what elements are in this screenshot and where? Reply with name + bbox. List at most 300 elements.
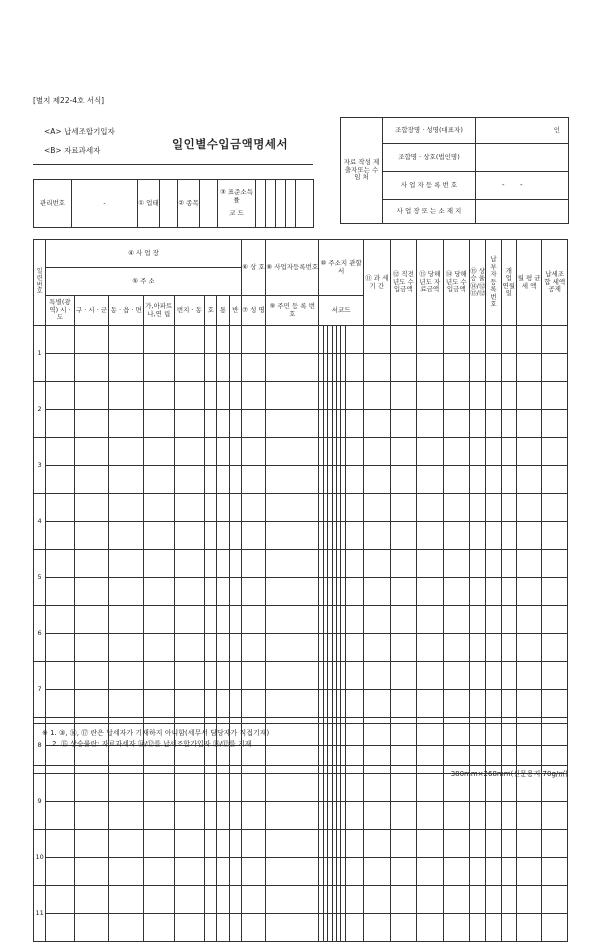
table-cell[interactable] [516,522,541,550]
table-cell[interactable] [266,830,319,858]
table-cell[interactable] [109,550,144,578]
table-cell[interactable] [241,634,265,662]
table-cell[interactable] [486,634,501,662]
table-cell[interactable] [266,914,319,942]
table-cell[interactable] [229,858,241,886]
table-cell[interactable] [319,662,345,690]
table-cell[interactable] [417,550,443,578]
table-cell[interactable] [109,494,144,522]
table-cell[interactable] [229,886,241,914]
table-cell[interactable] [319,466,345,494]
table-cell[interactable] [542,550,568,578]
table-cell[interactable] [443,522,469,550]
table-cell[interactable] [501,410,516,438]
table-cell[interactable] [205,410,217,438]
table-cell[interactable] [516,634,541,662]
table-cell[interactable] [109,830,144,858]
table-cell[interactable] [417,690,443,718]
table-cell[interactable] [390,774,416,802]
table-cell[interactable] [501,858,516,886]
table-cell[interactable] [144,690,175,718]
table-cell[interactable] [501,382,516,410]
table-cell[interactable] [542,662,568,690]
table-cell[interactable] [501,802,516,830]
table-cell[interactable] [417,662,443,690]
table-cell[interactable] [364,466,390,494]
table-cell[interactable] [417,466,443,494]
table-cell[interactable] [109,914,144,942]
table-cell[interactable] [217,578,229,606]
table-cell[interactable] [443,858,469,886]
table-cell[interactable] [470,382,486,410]
table-cell[interactable] [345,858,363,886]
table-cell[interactable] [443,634,469,662]
table-cell[interactable] [109,354,144,382]
table-cell[interactable] [390,802,416,830]
table-cell[interactable] [470,886,486,914]
table-cell[interactable] [345,382,363,410]
table-cell[interactable] [516,886,541,914]
table-cell[interactable] [205,494,217,522]
table-cell[interactable] [542,858,568,886]
table-cell[interactable] [217,914,229,942]
table-cell[interactable] [542,410,568,438]
std-code-digit[interactable] [296,180,314,228]
table-cell[interactable] [229,802,241,830]
table-cell[interactable] [109,326,144,354]
table-cell[interactable] [542,438,568,466]
table-cell[interactable] [229,354,241,382]
table-cell[interactable] [470,326,486,354]
table-cell[interactable] [390,886,416,914]
table-cell[interactable] [217,774,229,802]
address-field[interactable] [476,200,569,224]
table-cell[interactable] [516,382,541,410]
table-cell[interactable] [229,830,241,858]
table-cell[interactable] [501,522,516,550]
table-cell[interactable] [501,634,516,662]
table-cell[interactable] [109,886,144,914]
table-cell[interactable] [74,494,109,522]
table-cell[interactable] [174,858,205,886]
table-cell[interactable] [217,438,229,466]
table-cell[interactable] [516,410,541,438]
table-cell[interactable] [364,774,390,802]
table-cell[interactable] [266,634,319,662]
table-cell[interactable] [46,690,75,718]
table-cell[interactable] [174,466,205,494]
table-cell[interactable] [470,802,486,830]
table-cell[interactable] [470,858,486,886]
table-cell[interactable] [470,690,486,718]
table-cell[interactable] [229,410,241,438]
table-cell[interactable] [74,354,109,382]
table-cell[interactable] [390,438,416,466]
table-cell[interactable] [109,382,144,410]
table-cell[interactable] [144,466,175,494]
table-cell[interactable] [319,494,345,522]
table-cell[interactable] [364,690,390,718]
table-cell[interactable] [470,578,486,606]
table-cell[interactable] [345,466,363,494]
table-cell[interactable] [144,550,175,578]
table-cell[interactable] [319,914,345,942]
table-cell[interactable] [516,858,541,886]
table-cell[interactable] [109,774,144,802]
table-cell[interactable] [417,438,443,466]
table-cell[interactable] [229,438,241,466]
table-cell[interactable] [109,690,144,718]
table-cell[interactable] [364,410,390,438]
table-cell[interactable] [74,410,109,438]
table-cell[interactable] [241,382,265,410]
table-cell[interactable] [74,382,109,410]
table-cell[interactable] [205,830,217,858]
table-cell[interactable] [319,550,345,578]
table-cell[interactable] [241,858,265,886]
table-cell[interactable] [345,774,363,802]
table-cell[interactable] [345,914,363,942]
table-cell[interactable] [364,494,390,522]
table-cell[interactable] [74,802,109,830]
table-cell[interactable] [144,634,175,662]
table-cell[interactable] [217,606,229,634]
table-cell[interactable] [542,690,568,718]
table-cell[interactable] [144,662,175,690]
table-cell[interactable] [46,354,75,382]
table-cell[interactable] [144,354,175,382]
table-cell[interactable] [174,354,205,382]
table-cell[interactable] [217,802,229,830]
table-cell[interactable] [109,522,144,550]
table-cell[interactable] [542,578,568,606]
table-cell[interactable] [470,522,486,550]
table-cell[interactable] [229,774,241,802]
table-cell[interactable] [266,410,319,438]
table-cell[interactable] [266,438,319,466]
table-cell[interactable] [217,662,229,690]
table-cell[interactable] [217,410,229,438]
table-cell[interactable] [417,578,443,606]
table-cell[interactable] [516,550,541,578]
table-cell[interactable] [229,550,241,578]
table-cell[interactable] [486,438,501,466]
table-cell[interactable] [205,690,217,718]
table-cell[interactable] [486,550,501,578]
table-cell[interactable] [174,802,205,830]
table-cell[interactable] [319,634,345,662]
table-cell[interactable] [46,914,75,942]
table-cell[interactable] [542,354,568,382]
table-cell[interactable] [74,662,109,690]
table-cell[interactable] [501,606,516,634]
table-cell[interactable] [174,830,205,858]
table-cell[interactable] [470,606,486,634]
std-code-digit[interactable] [276,180,286,228]
table-cell[interactable] [345,690,363,718]
table-cell[interactable] [144,774,175,802]
table-cell[interactable] [516,830,541,858]
table-cell[interactable] [486,914,501,942]
table-cell[interactable] [486,690,501,718]
table-cell[interactable] [364,522,390,550]
table-cell[interactable] [46,802,75,830]
table-cell[interactable] [266,802,319,830]
table-cell[interactable] [174,326,205,354]
table-cell[interactable] [74,690,109,718]
table-cell[interactable] [241,886,265,914]
table-cell[interactable] [74,522,109,550]
table-cell[interactable] [390,466,416,494]
table-cell[interactable] [205,522,217,550]
table-cell[interactable] [486,522,501,550]
table-cell[interactable] [174,774,205,802]
table-cell[interactable] [345,438,363,466]
table-cell[interactable] [470,634,486,662]
table-cell[interactable] [390,830,416,858]
table-cell[interactable] [229,466,241,494]
table-cell[interactable] [516,578,541,606]
table-cell[interactable] [205,914,217,942]
table-cell[interactable] [144,858,175,886]
table-cell[interactable] [266,662,319,690]
table-cell[interactable] [390,662,416,690]
table-cell[interactable] [241,494,265,522]
table-cell[interactable] [417,522,443,550]
table-cell[interactable] [364,326,390,354]
table-cell[interactable] [486,494,501,522]
table-cell[interactable] [542,466,568,494]
table-cell[interactable] [109,438,144,466]
table-cell[interactable] [319,438,345,466]
table-cell[interactable] [109,410,144,438]
table-cell[interactable] [144,914,175,942]
table-cell[interactable] [390,606,416,634]
table-cell[interactable] [205,802,217,830]
table-cell[interactable] [241,550,265,578]
table-cell[interactable] [174,382,205,410]
table-cell[interactable] [174,438,205,466]
table-cell[interactable] [443,606,469,634]
table-cell[interactable] [345,634,363,662]
table-cell[interactable] [266,522,319,550]
table-cell[interactable] [516,354,541,382]
table-cell[interactable] [144,410,175,438]
table-cell[interactable] [390,858,416,886]
table-cell[interactable] [486,354,501,382]
table-cell[interactable] [486,886,501,914]
table-cell[interactable] [390,550,416,578]
table-cell[interactable] [470,830,486,858]
table-cell[interactable] [345,606,363,634]
table-cell[interactable] [229,662,241,690]
table-cell[interactable] [241,662,265,690]
table-cell[interactable] [319,886,345,914]
table-cell[interactable] [229,326,241,354]
table-cell[interactable] [241,830,265,858]
table-cell[interactable] [319,802,345,830]
table-cell[interactable] [542,522,568,550]
table-cell[interactable] [74,634,109,662]
table-cell[interactable] [486,858,501,886]
table-cell[interactable] [217,354,229,382]
table-cell[interactable] [217,830,229,858]
table-cell[interactable] [229,494,241,522]
table-cell[interactable] [109,606,144,634]
table-cell[interactable] [417,634,443,662]
table-cell[interactable] [241,606,265,634]
table-cell[interactable] [443,438,469,466]
table-cell[interactable] [364,438,390,466]
table-cell[interactable] [417,410,443,438]
table-cell[interactable] [443,410,469,438]
table-cell[interactable] [470,466,486,494]
table-cell[interactable] [501,354,516,382]
table-cell[interactable] [542,886,568,914]
table-cell[interactable] [217,382,229,410]
table-cell[interactable] [542,802,568,830]
table-cell[interactable] [229,690,241,718]
table-cell[interactable] [266,382,319,410]
table-cell[interactable] [542,914,568,942]
table-cell[interactable] [501,830,516,858]
table-cell[interactable] [542,606,568,634]
table-cell[interactable] [516,690,541,718]
table-cell[interactable] [486,802,501,830]
table-cell[interactable] [205,382,217,410]
table-cell[interactable] [174,914,205,942]
table-cell[interactable] [74,830,109,858]
table-cell[interactable] [501,578,516,606]
table-cell[interactable] [364,886,390,914]
table-cell[interactable] [319,354,345,382]
table-cell[interactable] [217,522,229,550]
table-cell[interactable] [345,522,363,550]
table-cell[interactable] [319,690,345,718]
table-cell[interactable] [266,606,319,634]
table-cell[interactable] [205,326,217,354]
table-cell[interactable] [205,578,217,606]
table-cell[interactable] [417,326,443,354]
table-cell[interactable] [417,914,443,942]
table-cell[interactable] [470,494,486,522]
table-cell[interactable] [205,858,217,886]
table-cell[interactable] [501,914,516,942]
table-cell[interactable] [174,522,205,550]
table-cell[interactable] [319,382,345,410]
table-cell[interactable] [266,466,319,494]
table-cell[interactable] [46,662,75,690]
table-cell[interactable] [542,494,568,522]
business-type-field[interactable] [160,180,178,228]
table-cell[interactable] [205,662,217,690]
table-cell[interactable] [109,802,144,830]
table-cell[interactable] [241,802,265,830]
table-cell[interactable] [364,858,390,886]
table-cell[interactable] [319,522,345,550]
std-code-digit[interactable] [256,180,266,228]
table-cell[interactable] [46,550,75,578]
table-cell[interactable] [345,662,363,690]
biz-reg-field[interactable] [476,172,569,200]
table-cell[interactable] [217,494,229,522]
table-cell[interactable] [486,830,501,858]
table-cell[interactable] [266,550,319,578]
table-cell[interactable] [364,802,390,830]
table-cell[interactable] [74,326,109,354]
table-cell[interactable] [516,802,541,830]
table-cell[interactable] [345,802,363,830]
table-cell[interactable] [364,634,390,662]
table-cell[interactable] [46,578,75,606]
table-cell[interactable] [144,606,175,634]
table-cell[interactable] [205,550,217,578]
table-cell[interactable] [205,634,217,662]
table-cell[interactable] [501,466,516,494]
table-cell[interactable] [319,858,345,886]
table-cell[interactable] [443,494,469,522]
table-cell[interactable] [364,662,390,690]
table-cell[interactable] [205,774,217,802]
table-cell[interactable] [486,326,501,354]
table-cell[interactable] [417,354,443,382]
table-cell[interactable] [217,886,229,914]
table-cell[interactable] [390,578,416,606]
table-cell[interactable] [501,662,516,690]
table-cell[interactable] [443,382,469,410]
mgmt-no-field[interactable]: - [72,180,138,228]
table-cell[interactable] [46,830,75,858]
table-cell[interactable] [74,886,109,914]
table-cell[interactable] [319,326,345,354]
std-code-digit[interactable] [286,180,296,228]
table-cell[interactable] [266,494,319,522]
table-cell[interactable] [443,550,469,578]
table-cell[interactable] [345,354,363,382]
table-cell[interactable] [46,494,75,522]
table-cell[interactable] [174,578,205,606]
representative-field[interactable] [476,118,569,144]
table-cell[interactable] [46,634,75,662]
table-cell[interactable] [390,690,416,718]
table-cell[interactable] [174,690,205,718]
table-cell[interactable] [144,578,175,606]
table-cell[interactable] [205,466,217,494]
table-cell[interactable] [345,494,363,522]
table-cell[interactable] [46,466,75,494]
table-cell[interactable] [205,438,217,466]
table-cell[interactable] [443,466,469,494]
table-cell[interactable] [390,522,416,550]
table-cell[interactable] [390,914,416,942]
table-cell[interactable] [390,354,416,382]
table-cell[interactable] [46,606,75,634]
table-cell[interactable] [241,914,265,942]
table-cell[interactable] [417,802,443,830]
table-cell[interactable] [217,634,229,662]
table-cell[interactable] [319,578,345,606]
table-cell[interactable] [74,438,109,466]
table-cell[interactable] [205,886,217,914]
table-cell[interactable] [542,326,568,354]
table-cell[interactable] [319,410,345,438]
table-cell[interactable] [345,410,363,438]
table-cell[interactable] [443,578,469,606]
table-cell[interactable] [542,382,568,410]
table-cell[interactable] [390,382,416,410]
table-cell[interactable] [319,830,345,858]
table-cell[interactable] [516,466,541,494]
